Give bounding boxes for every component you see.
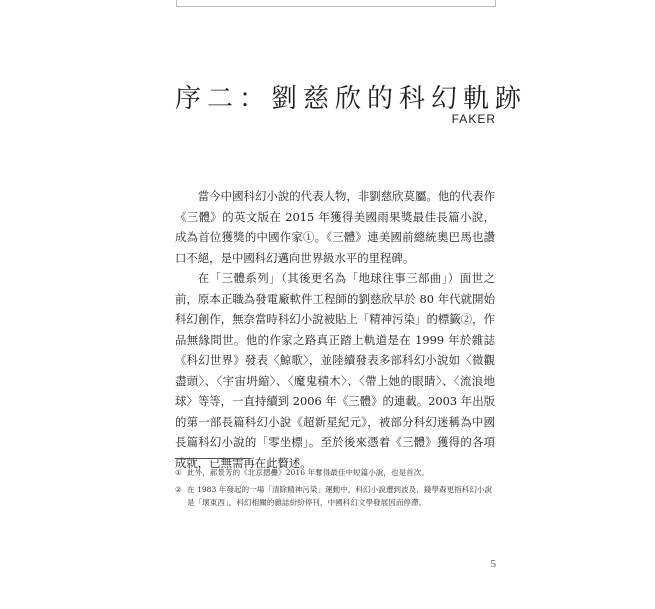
chapter-title: 序二：劉慈欣的科幻軌跡 [175, 84, 528, 114]
footnotes [175, 466, 495, 513]
footnote-divider [175, 458, 251, 459]
footnote-mark: ① [175, 468, 182, 477]
footnote-1 [175, 466, 495, 479]
paragraph-2: 在「三體系列」（其後更名為「地球往事三部曲」）面世之前，原本正職為發電廠軟件工程師的劉慈欣早於 80 年代就開始科幻創作，無奈當時科幻小說被貼上「精神污染」的標籤②，作品無緣問世。他的作家之路真正踏上軌道是在 1999 年於雜誌《科幻世界》發表〈鯨歌〉，並陸續發表多部科幻小說如〈微觀盡頭〉、〈宇宙坍縮〉、〈魔鬼積木〉、〈帶上她的眼睛〉、〈流浪地球〉等等，一直持續到 2006 年《三體》的連載。2003 年出版的第一部長篇科幻小說《超新星紀元》，被部分科幻迷稱為中國長篇科幻小說的「零坐標」。至於後來憑着《三體》獲得的各項成就，已無需再在此贅述。 [175, 271, 495, 470]
footnote-mark: ② [175, 485, 182, 494]
paragraph-1: 當今中國科幻小說的代表人物，非劉慈欣莫屬。他的代表作《三體》的英文版在 2015 年獲得美國雨果獎最佳長篇小說，成為首位獲獎的中國作家①。《三體》連美國前總統奧巴馬也讚口不絕，是中國科幻邁向世界級水平的里程碑。 [175, 189, 495, 265]
footnote-text: 此外，郝景芳的《北京摺疊》2016 年奪得最佳中短篇小說，也是首次。 [187, 468, 429, 477]
page-number: 5 [490, 558, 496, 570]
page-frame-top [176, 0, 496, 7]
chapter-author: FAKER [451, 112, 496, 126]
footnote-2 [175, 483, 495, 509]
footnote-text: 在 1983 年發起的一場「清除精神污染」運動中，科幻小說遭到波及，錢學森更指科幻小說是「壞東西」，科幻相關的雜誌紛紛停刊，中國科幻文學發展因而停滯。 [187, 485, 493, 507]
body-text [175, 186, 495, 473]
